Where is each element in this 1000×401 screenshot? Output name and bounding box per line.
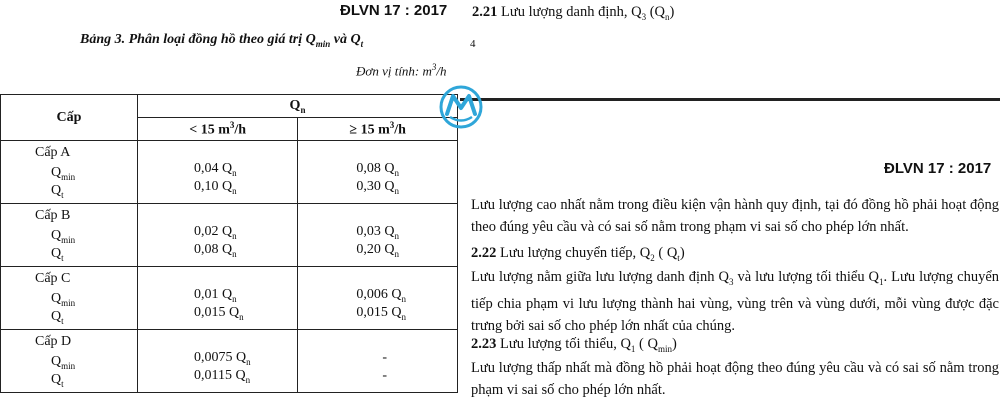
- qmin-label: $Q_{min}$: [51, 291, 76, 308]
- heading-2-22: 2.22 Lưu lượng chuyển tiếp, $Q_2$ ( $Q_t$): [471, 245, 685, 263]
- qt-label: $Q_t$: [51, 309, 64, 326]
- qmin-label: $Q_{min}$: [51, 165, 76, 182]
- table-cell: 0,006 $Q_n$: [356, 287, 406, 304]
- class-label: Cấp A: [35, 145, 71, 160]
- qt-label: $Q_t$: [51, 183, 64, 200]
- unit-note: Đơn vị tính: $m^3/h$: [356, 62, 447, 79]
- column-header-lt15: < 15 $m^3/h$: [138, 118, 298, 141]
- class-label: Cấp D: [35, 334, 72, 349]
- table-cell: 0,0115 $Q_n$: [194, 368, 251, 385]
- left-page-header: ĐLVN 17 : 2017: [340, 2, 448, 19]
- table-row: [1, 267, 458, 330]
- table-cell: 0,10 $Q_n$: [194, 179, 237, 196]
- paragraph-2-21: Lưu lượng cao nhất nằm trong điều kiện vận hành quy định, tại đó đồng hồ phải hoạt động theo đúng yêu cầu và có sai số nằm trong phạm vi sai số cho phép lớn nhất.: [471, 197, 999, 235]
- table-cell: 0,0075 $Q_n$: [194, 350, 251, 367]
- heading-2-23: 2.23 Lưu lượng tối thiểu, $Q_1$ ( $Q_{min}$): [471, 336, 677, 354]
- qt-label: $Q_t$: [51, 246, 64, 263]
- table-row: [1, 330, 458, 393]
- table-cell: -: [382, 368, 388, 383]
- paragraph-2-23: Lưu lượng thấp nhất mà đồng hồ phải hoạt động theo đúng yêu cầu và có sai số nằm trong phạm vi sai số cho phép lớn nhất.: [471, 360, 999, 398]
- table-cell: 0,015 $Q_n$: [356, 305, 406, 322]
- qmin-label: $Q_{min}$: [51, 354, 76, 371]
- column-header-ge15: ≥ 15 $m^3/h$: [298, 118, 458, 141]
- table-cell: 0,015 $Q_n$: [194, 305, 244, 322]
- page-number: 4: [470, 38, 476, 50]
- table-cell: 0,04 $Q_n$: [194, 161, 237, 178]
- column-header-cap: Cấp: [1, 95, 138, 141]
- qmin-label: $Q_{min}$: [51, 228, 76, 245]
- table-cell: 0,30 $Q_n$: [356, 179, 399, 196]
- qt-label: $Q_t$: [51, 372, 64, 389]
- heading-2-21: 2.21 Lưu lượng danh định, $Q_3$ $(Q_n)$: [472, 4, 675, 22]
- class-label: Cấp C: [35, 271, 71, 286]
- table-cell: 0,08 $Q_n$: [356, 161, 399, 178]
- class-label: Cấp B: [35, 208, 71, 223]
- paragraph-2-22: Lưu lượng nằm giữa lưu lượng danh định $Q_3$ và lưu lượng tối thiểu $Q_1$. Lưu lượng chuyển tiếp chia phạm vi lưu lượng thành hai vùng, vùng trên và vùng dưới, mỗi vùng được đặc trưng bởi sai số cho phép lớn nhất của chúng.: [471, 269, 999, 334]
- table-row: [1, 141, 458, 204]
- table-cell: 0,20 $Q_n$: [356, 242, 399, 259]
- table-cell: 0,03 $Q_n$: [356, 224, 399, 241]
- classification-table: [0, 94, 458, 393]
- page-divider: [460, 98, 1000, 101]
- table-cell: -: [382, 350, 388, 365]
- table-cell: 0,01 $Q_n$: [194, 287, 237, 304]
- table-row: [1, 204, 458, 267]
- right-page-header: ĐLVN 17 : 2017: [884, 160, 992, 177]
- table-caption: Bảng 3. Phân loại đồng hồ theo giá trị $Q_{min}$ và $Q_t$: [80, 32, 364, 49]
- table-cell: 0,08 $Q_n$: [194, 242, 237, 259]
- column-header-qn: $Q_n$: [138, 95, 458, 118]
- table-cell: 0,02 $Q_n$: [194, 224, 237, 241]
- watermark-logo-icon: [438, 84, 484, 130]
